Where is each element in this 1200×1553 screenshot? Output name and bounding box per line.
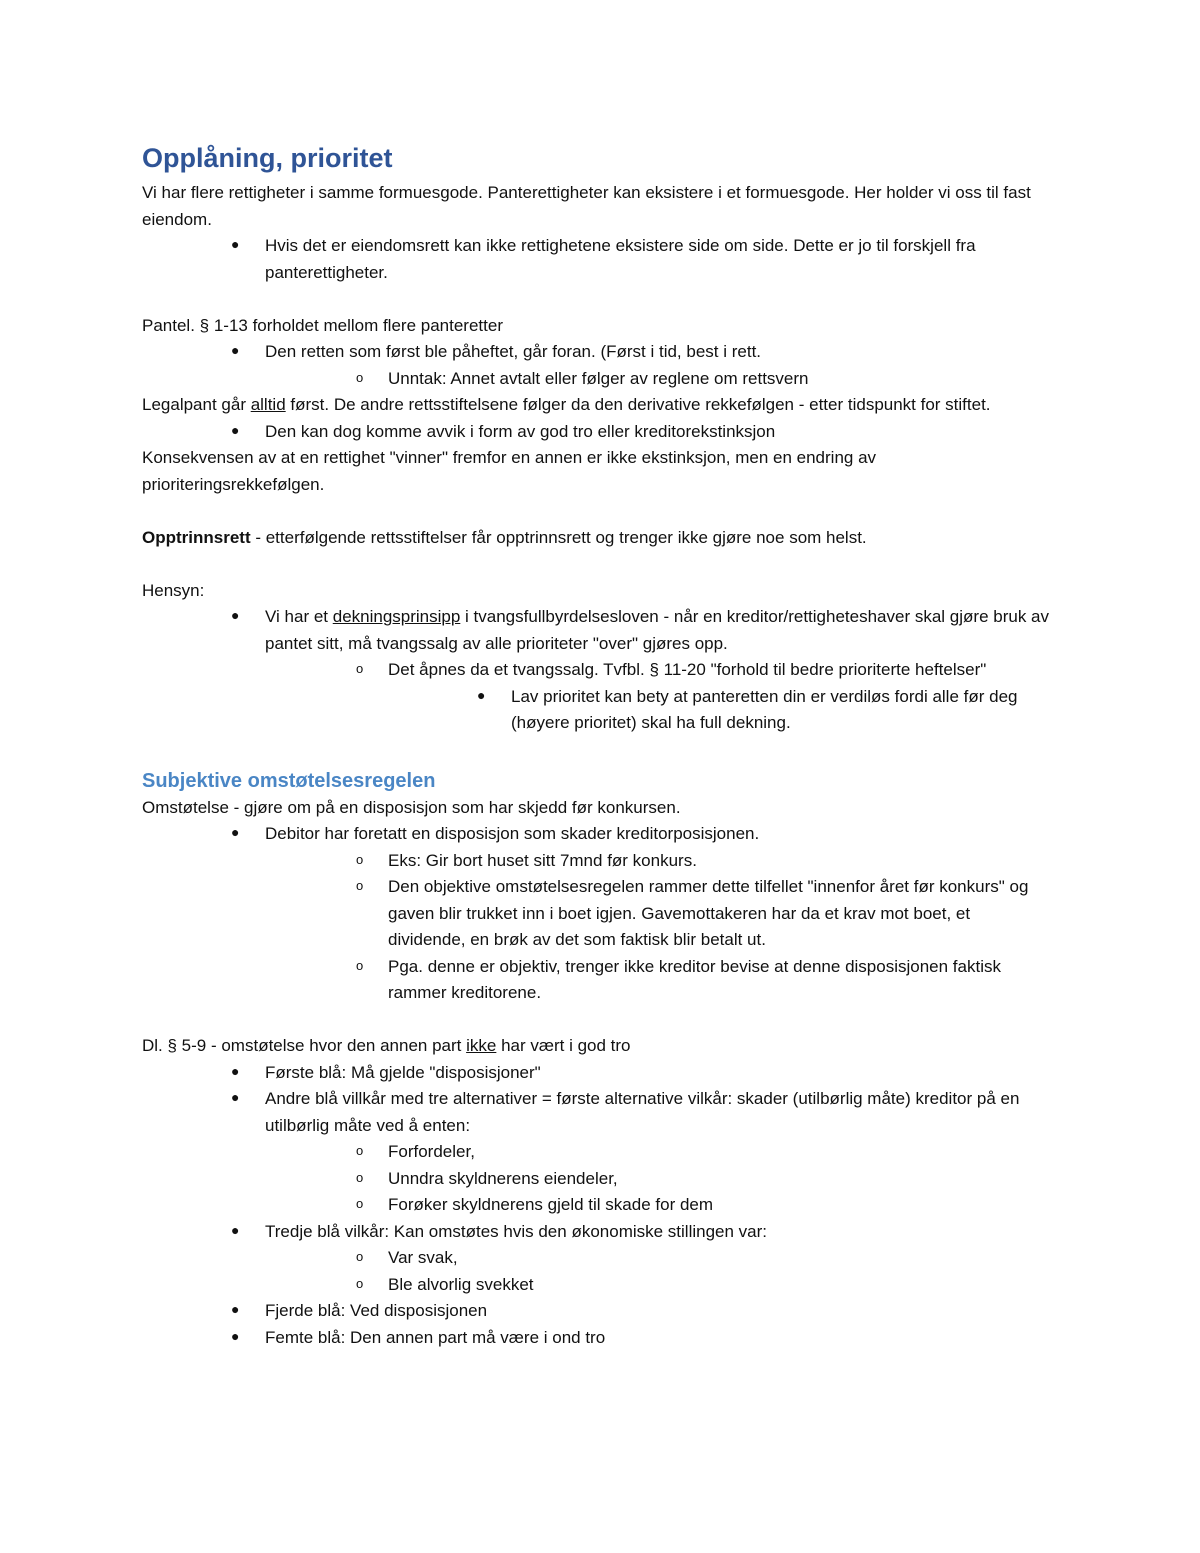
bullet-icon: ● bbox=[231, 1089, 240, 1105]
list-item: o Forfordeler, bbox=[388, 1139, 1052, 1166]
circle-bullet-icon: o bbox=[356, 851, 364, 867]
list-item: ● Første blå: Må gjelde "disposisjoner" bbox=[265, 1060, 1052, 1087]
list-item: o Ble alvorlig svekket bbox=[388, 1272, 1052, 1299]
section-heading: Subjektive omstøtelsesregelen bbox=[142, 769, 436, 792]
circle-bullet-icon: o bbox=[356, 1275, 364, 1291]
list-item: o Forøker skyldnerens gjeld til skade for dem bbox=[388, 1192, 1052, 1219]
circle-bullet-icon: o bbox=[356, 1169, 364, 1185]
list-item: ● Vi har et dekningsprinsipp i tvangsfullbyrdelsesloven - når en kreditor/rettigheteshaver skal gjøre bruk av pantet sitt, må tvangssalg av alle prioriteter "over" gjøres opp. bbox=[265, 604, 1052, 657]
circle-bullet-icon: o bbox=[356, 661, 364, 676]
list-item: o Unntak: Annet avtalt eller følger av reglene om rettsvern bbox=[388, 366, 1052, 393]
list-item: ● Andre blå villkår med tre alternativer = første alternative vilkår: skader (utilbørlig måte) kreditor på en utilbørlig måte ved å enten: bbox=[265, 1086, 1052, 1139]
list-item: ● Den retten som først ble påheftet, går foran. (Først i tid, best i rett. bbox=[265, 339, 1052, 366]
list-item: o Pga. denne er objektiv, trenger ikke kreditor bevise at denne disposisjonen faktisk rammer kreditorene. bbox=[388, 954, 1052, 1007]
circle-bullet-icon: o bbox=[356, 878, 364, 893]
list-item: ● Tredje blå vilkår: Kan omstøtes hvis den økonomiske stillingen var: bbox=[265, 1219, 1052, 1246]
document-page bbox=[142, 140, 1052, 1351]
list-item: ● Lav prioritet kan bety at panteretten din er verdiløs fordi alle før deg (høyere prioritet) skal ha full dekning. bbox=[511, 684, 1052, 737]
list-item: ● Den kan dog komme avvik i form av god tro eller kreditorekstinksjon bbox=[265, 419, 1052, 446]
opptrinnsrett-paragraph: Opptrinnsrett - etterfølgende rettsstiftelser får opptrinnsrett og trenger ikke gjøre noe som helst. bbox=[142, 527, 867, 547]
bullet-icon: ● bbox=[231, 607, 240, 623]
list-item: o Det åpnes da et tvangssalg. Tvfbl. § 11-20 "forhold til bedre prioriterte heftelser" bbox=[388, 657, 1052, 684]
circle-bullet-icon: o bbox=[356, 957, 364, 973]
bullet-icon: ● bbox=[231, 342, 240, 358]
circle-bullet-icon: o bbox=[356, 1196, 364, 1211]
pantel-paragraph: Pantel. § 1-13 forholdet mellom flere panteretter bbox=[142, 315, 503, 335]
bullet-icon: ● bbox=[231, 1301, 240, 1317]
circle-bullet-icon: o bbox=[356, 1143, 364, 1158]
bullet-icon: ● bbox=[231, 1327, 240, 1344]
bullet-icon: ● bbox=[231, 1062, 240, 1079]
list-item: o Var svak, bbox=[388, 1245, 1052, 1272]
bullet-icon: ● bbox=[231, 421, 240, 438]
circle-bullet-icon: o bbox=[356, 1249, 364, 1264]
konsekvens-paragraph: Konsekvensen av at en rettighet "vinner" fremfor en annen er ikke ekstinksjon, men en endring av prioriteringsrekkefølgen. bbox=[142, 448, 877, 494]
list-item: ● Debitor har foretatt en disposisjon som skader kreditorposisjonen. bbox=[265, 821, 1052, 848]
list-item: o Unndra skyldnerens eiendeler, bbox=[388, 1166, 1052, 1193]
bullet-icon: ● bbox=[477, 686, 486, 703]
list-item: o Eks: Gir bort huset sitt 7mnd før konkurs. bbox=[388, 848, 1052, 875]
bullet-icon: ● bbox=[231, 236, 240, 252]
dl-paragraph: Dl. § 5-9 - omstøtelse hvor den annen part ikke har vært i god tro bbox=[142, 1036, 631, 1055]
list-item: o Den objektive omstøtelsesregelen rammer dette tilfellet "innenfor året før konkurs" og gaven blir trukket inn i boet igjen. Gavemottakeren har da et krav mot boet, et dividende, en brøk av det som faktisk blir betalt ut. bbox=[388, 874, 1052, 954]
list-item: ● Hvis det er eiendomsrett kan ikke rettighetene eksistere side om side. Dette er jo til forskjell fra panterettigheter. bbox=[265, 233, 1052, 286]
list-item: ● Fjerde blå: Ved disposisjonen bbox=[265, 1298, 1052, 1325]
hensyn-label: Hensyn: bbox=[142, 580, 205, 600]
omstotelse-paragraph: Omstøtelse - gjøre om på en disposisjon som har skjedd før konkursen. bbox=[142, 797, 681, 817]
circle-bullet-icon: o bbox=[356, 369, 364, 385]
list-item: ● Femte blå: Den annen part må være i ond tro bbox=[265, 1325, 1052, 1352]
bullet-icon: ● bbox=[231, 1221, 240, 1238]
page-title: Opplåning, prioritet bbox=[142, 143, 393, 173]
bullet-icon: ● bbox=[231, 824, 240, 840]
intro-paragraph: Vi har flere rettigheter i samme formuesgode. Panterettigheter kan eksistere i et formuesgode. Her holder vi oss til fast eiendom. bbox=[142, 183, 1031, 229]
legalpant-paragraph: Legalpant går alltid først. De andre rettsstiftelsene følger da den derivative rekkefølgen - etter tidspunkt for stiftet. bbox=[142, 395, 991, 414]
